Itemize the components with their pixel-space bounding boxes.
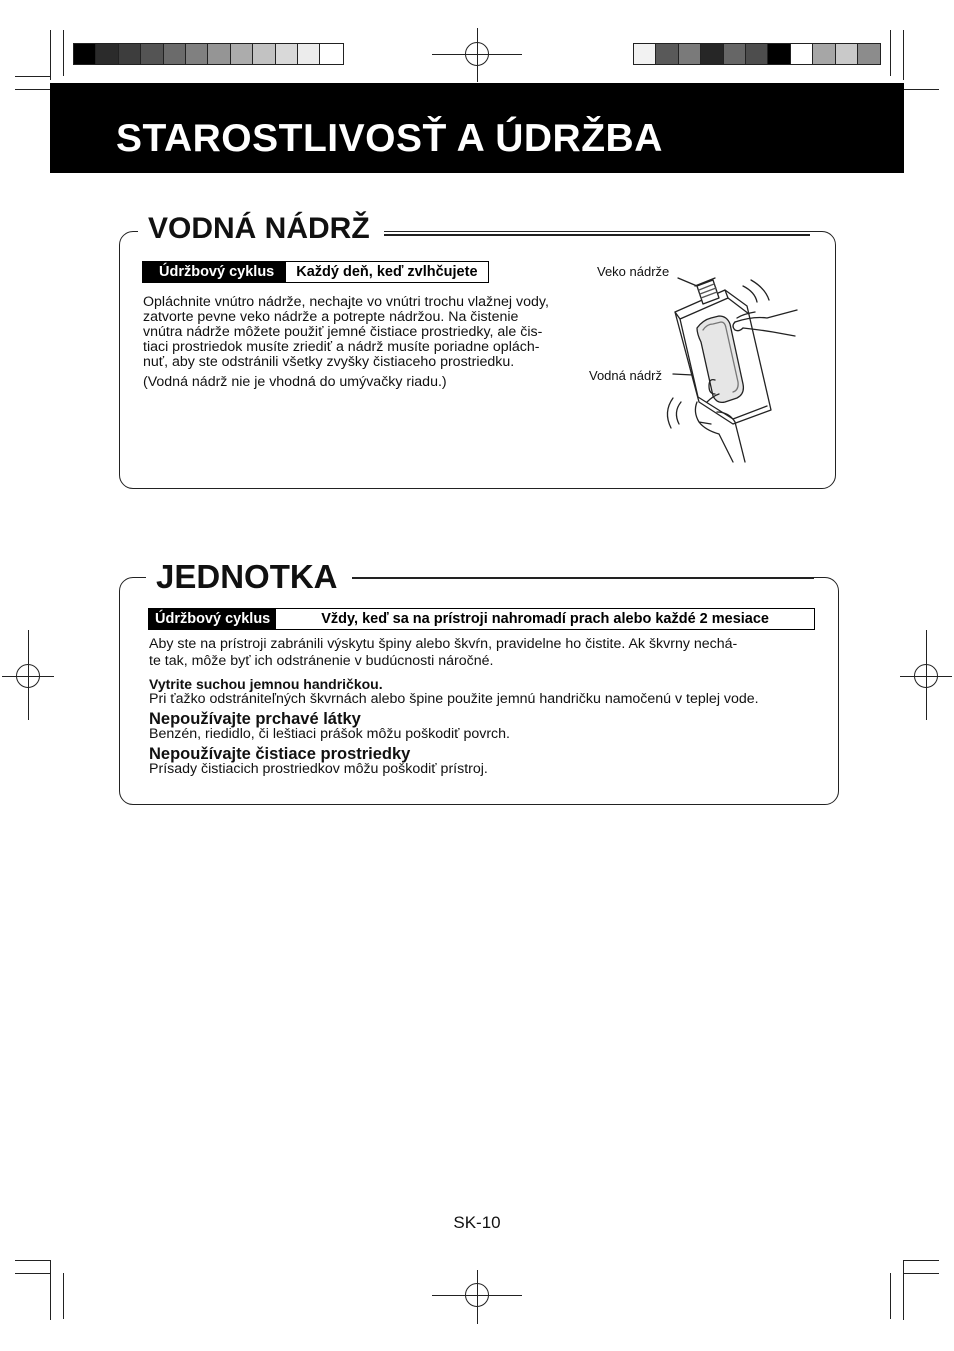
color-swatch — [74, 44, 96, 64]
instruction-line: zatvorte pevne veko nádrže a potrepte nádržou. Na čistenie — [143, 309, 519, 325]
color-bar-left — [73, 43, 344, 65]
color-swatch — [253, 44, 275, 64]
crop-mark — [28, 630, 29, 720]
section-title-rule — [344, 577, 814, 579]
color-swatch — [276, 44, 298, 64]
intro-text: te tak, môže byť ich odstránenie v budúcnosti náročné. — [149, 653, 494, 669]
color-swatch — [679, 44, 701, 64]
color-bar-right — [633, 43, 881, 65]
maintenance-cycle-unit — [148, 608, 815, 630]
crop-mark — [50, 1260, 51, 1320]
crop-mark — [904, 89, 939, 90]
color-swatch — [96, 44, 118, 64]
detergent-text: Prísady čistiacich prostriedkov môžu poškodiť prístroj. — [149, 761, 488, 777]
color-swatch — [656, 44, 678, 64]
cycle-value: Každý deň, keď zvlhčujete — [286, 262, 487, 282]
water-tank-instructions — [143, 295, 592, 390]
color-swatch — [724, 44, 746, 64]
crop-mark — [890, 1273, 891, 1319]
color-swatch — [231, 44, 253, 64]
crop-mark — [50, 30, 51, 80]
crop-mark — [904, 1260, 939, 1261]
intro-text: Aby ste na prístroji zabránili výskytu špiny alebo škvŕn, pravidelne ho čistite. Ak škvrny nechá- — [149, 636, 738, 652]
color-swatch — [298, 44, 320, 64]
crop-mark — [890, 30, 891, 76]
cap-leader — [678, 278, 697, 286]
cycle-label: Údržbový cyklus — [149, 609, 276, 629]
crop-mark — [904, 1273, 939, 1274]
volatile-heading: Nepoužívajte prchavé látky — [149, 710, 361, 728]
crop-mark — [926, 630, 927, 720]
dishwasher-note: (Vodná nádrž nie je vhodná do umývačky riadu.) — [143, 374, 447, 390]
motion-mark — [667, 398, 681, 428]
cycle-label: Údržbový cyklus — [143, 262, 286, 282]
cycle-value: Vždy, keď sa na prístroji nahromadí prach alebo každé 2 mesiace — [276, 609, 814, 629]
color-swatch — [701, 44, 723, 64]
page-number: SK-10 — [453, 1213, 501, 1232]
crop-mark — [15, 89, 50, 90]
color-swatch — [858, 44, 880, 64]
crop-mark — [15, 1273, 50, 1274]
color-swatch — [746, 44, 768, 64]
color-swatch — [164, 44, 186, 64]
color-swatch — [119, 44, 141, 64]
volatile-text: Benzén, riedidlo, či leštiaci prášok môžu poškodiť povrch. — [149, 726, 510, 742]
instruction-line: Opláchnite vnútro nádrže, nechajte vo vnútri trochu vlažnej vody, — [143, 294, 549, 310]
crop-mark — [477, 1270, 478, 1324]
color-swatch — [186, 44, 208, 64]
color-swatch — [208, 44, 230, 64]
water-tank-heading: VODNÁ NÁDRŽ — [138, 214, 384, 244]
maintenance-cycle-tank — [142, 261, 489, 283]
crop-mark — [903, 1260, 904, 1320]
instruction-line: vnútra nádrže môžete použiť jemné čistiace prostriedky, ale čis- — [143, 324, 543, 340]
color-swatch — [141, 44, 163, 64]
instruction-line: nuť, aby ste odstránili všetky zvyšky čistiaceho prostriedku. — [143, 354, 515, 370]
crop-mark — [903, 30, 904, 80]
color-swatch — [813, 44, 835, 64]
instruction-line: tiaci prostriedok musíte zriediť a nádrž musíte poriadne oplách- — [143, 339, 540, 355]
motion-mark — [743, 280, 769, 302]
tank-illustration — [585, 262, 845, 502]
color-swatch — [320, 44, 342, 64]
unit-heading: JEDNOTKA — [146, 560, 352, 593]
crop-mark — [15, 76, 50, 77]
section-title-rule — [380, 234, 810, 236]
cap-label: Veko nádrže — [597, 264, 670, 279]
page-title: STAROSTLIVOSŤ A ÚDRŽBA — [116, 117, 663, 160]
tank-label: Vodná nádrž — [589, 368, 663, 383]
color-swatch — [634, 44, 656, 64]
crop-mark — [63, 1273, 64, 1319]
color-swatch — [768, 44, 790, 64]
title-bar — [50, 83, 904, 173]
detergent-heading: Nepoužívajte čistiace prostriedky — [149, 745, 411, 763]
unit-instructions — [149, 636, 819, 777]
color-swatch — [836, 44, 858, 64]
wipe-text: Pri ťažko odstrániteľných škvrnách alebo špine použite jemnú handričku namočenú v teplej vode. — [149, 691, 759, 707]
wipe-heading: Vytrite suchou jemnou handričkou. — [149, 676, 383, 692]
color-swatch — [791, 44, 813, 64]
crop-mark — [15, 1260, 50, 1261]
crop-mark — [63, 30, 64, 76]
crop-mark — [477, 28, 478, 82]
